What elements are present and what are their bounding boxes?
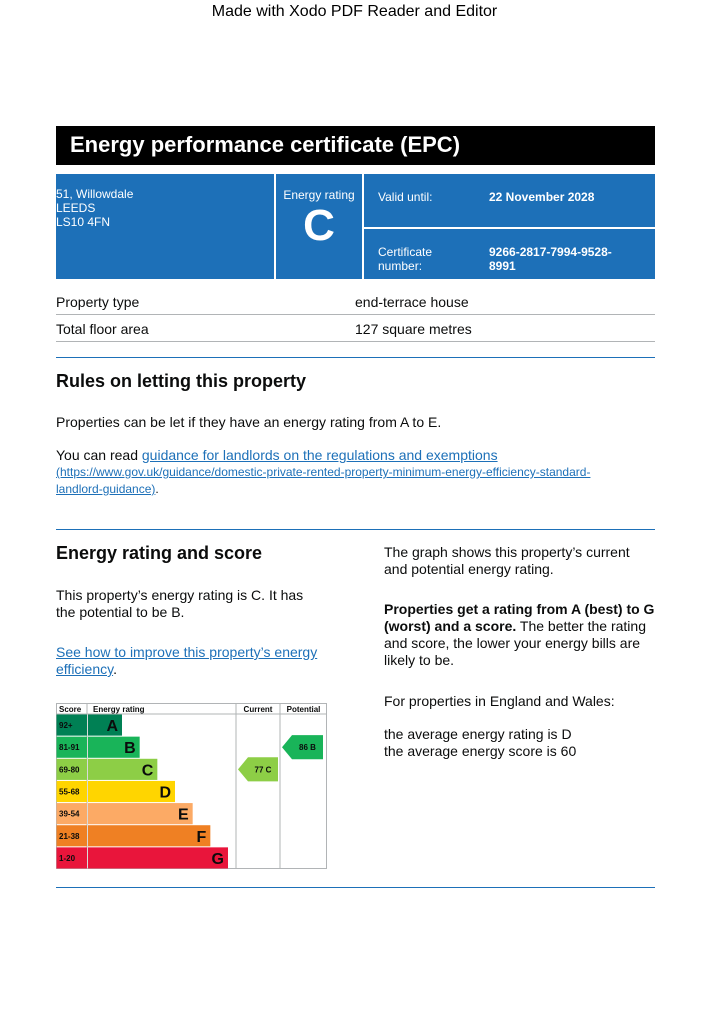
certificate-number-box — [364, 229, 655, 279]
rules-guidance — [56, 447, 656, 464]
energy-rating-label: Energy rating — [283, 188, 355, 202]
valid-until-label: Valid until: — [378, 190, 433, 204]
score-range-d: 55-68 — [59, 787, 80, 797]
rating-scale-line-3: and score, the lower your energy bills are — [384, 635, 641, 651]
floor-area-row — [56, 315, 655, 342]
header-energy-rating: Energy rating — [93, 705, 145, 714]
rating-summary — [56, 587, 303, 621]
rules-paragraph: Properties can be let if they have an energy rating from A to E. — [56, 414, 442, 430]
property-type-value: end-terrace house — [355, 294, 469, 310]
guidance-link[interactable]: guidance for landlords on the regulations and exemptions — [141, 447, 498, 463]
address-line-2: LEEDS — [56, 201, 96, 215]
header-current: Current — [243, 705, 273, 714]
rating-letter-d: D — [159, 784, 171, 802]
property-type-label: Property type — [56, 294, 140, 310]
rating-scale-rest-2: The better the rating — [516, 618, 646, 634]
improve-suffix: . — [113, 661, 117, 677]
rating-bar-f — [88, 825, 210, 846]
average-stats — [384, 726, 576, 760]
guidance-url-link-1[interactable]: (https://www.gov.uk/guidance/domestic-private-rented-property-minimum-energy-efficiency-standard- — [56, 465, 591, 479]
section-divider — [56, 529, 655, 530]
certificate-value-1: 9266-2817-7994-9528- — [489, 245, 612, 259]
guidance-url-link-2[interactable]: landlord-guidance) — [56, 482, 156, 496]
page-title: Energy performance certificate (EPC) — [56, 126, 655, 165]
score-range-f: 21-38 — [59, 831, 80, 841]
average-score: the average energy score is 60 — [384, 743, 577, 759]
current-rating-label: 77 C — [254, 765, 272, 775]
graph-explanation-line-2: and potential energy rating. — [384, 561, 554, 577]
address-line-1: 51, Willowdale — [56, 187, 134, 201]
rating-letter-a: A — [106, 718, 118, 736]
floor-area-label: Total floor area — [56, 321, 149, 337]
energy-rating-box — [276, 174, 362, 279]
guidance-prefix: You can read — [56, 447, 142, 463]
rating-bar-g — [88, 847, 228, 868]
certificate-label-1: Certificate — [378, 245, 433, 259]
score-range-b: 81-91 — [59, 743, 80, 753]
address-line-3: LS10 4FN — [56, 215, 111, 229]
improve-link-1[interactable]: See how to improve this property’s energy — [56, 644, 318, 660]
address-box — [56, 174, 274, 279]
rating-scale-line-4: likely to be. — [384, 652, 455, 668]
rating-letter-c: C — [141, 762, 154, 780]
header-potential: Potential — [286, 705, 321, 714]
rating-letter-g: G — [211, 850, 224, 868]
graph-explanation-line-1: The graph shows this property’s current — [384, 544, 630, 560]
guidance-url-suffix: . — [155, 482, 159, 496]
improve-link-2[interactable]: efficiency — [56, 661, 114, 677]
score-range-a: 92+ — [59, 721, 73, 731]
rating-scale-explanation — [384, 601, 654, 669]
score-range-e: 39-54 — [59, 809, 80, 819]
rules-heading: Rules on letting this property — [56, 371, 307, 391]
floor-area-value: 127 square metres — [355, 321, 472, 337]
rating-scale-bold-2: (worst) and a score. — [384, 618, 517, 634]
certificate-label-2: number: — [378, 259, 423, 273]
header-score: Score — [59, 705, 82, 714]
rating-summary-line-2: the potential to be B. — [56, 604, 185, 620]
energy-score-heading: Energy rating and score — [56, 543, 263, 563]
valid-until-box — [364, 174, 655, 227]
rating-letter-e: E — [177, 806, 189, 824]
rating-scale-bold-1: Properties get a rating from A (best) to G — [384, 601, 655, 617]
average-rating: the average energy rating is D — [384, 726, 572, 742]
rating-letter-b: B — [124, 740, 136, 758]
rating-letter-f: F — [196, 828, 207, 846]
section-divider — [56, 887, 655, 888]
guidance-url — [56, 464, 656, 498]
section-divider — [56, 357, 655, 358]
energy-rating-letter: C — [303, 201, 335, 250]
score-range-c: 69-80 — [59, 765, 80, 775]
valid-until-value: 22 November 2028 — [489, 190, 595, 204]
score-range-g: 1-20 — [59, 853, 76, 863]
graph-explanation — [384, 544, 630, 578]
england-wales-label: For properties in England and Wales: — [384, 693, 615, 709]
improve-paragraph — [56, 644, 317, 678]
watermark: Made with Xodo PDF Reader and Editor — [211, 3, 498, 20]
property-type-row — [56, 288, 655, 315]
rating-summary-line-1: This property’s energy rating is C. It has — [56, 587, 304, 603]
certificate-value-2: 8991 — [489, 259, 516, 273]
potential-rating-label: 86 B — [299, 743, 316, 753]
energy-rating-chart — [56, 703, 327, 869]
rating-bar-e — [88, 803, 193, 824]
